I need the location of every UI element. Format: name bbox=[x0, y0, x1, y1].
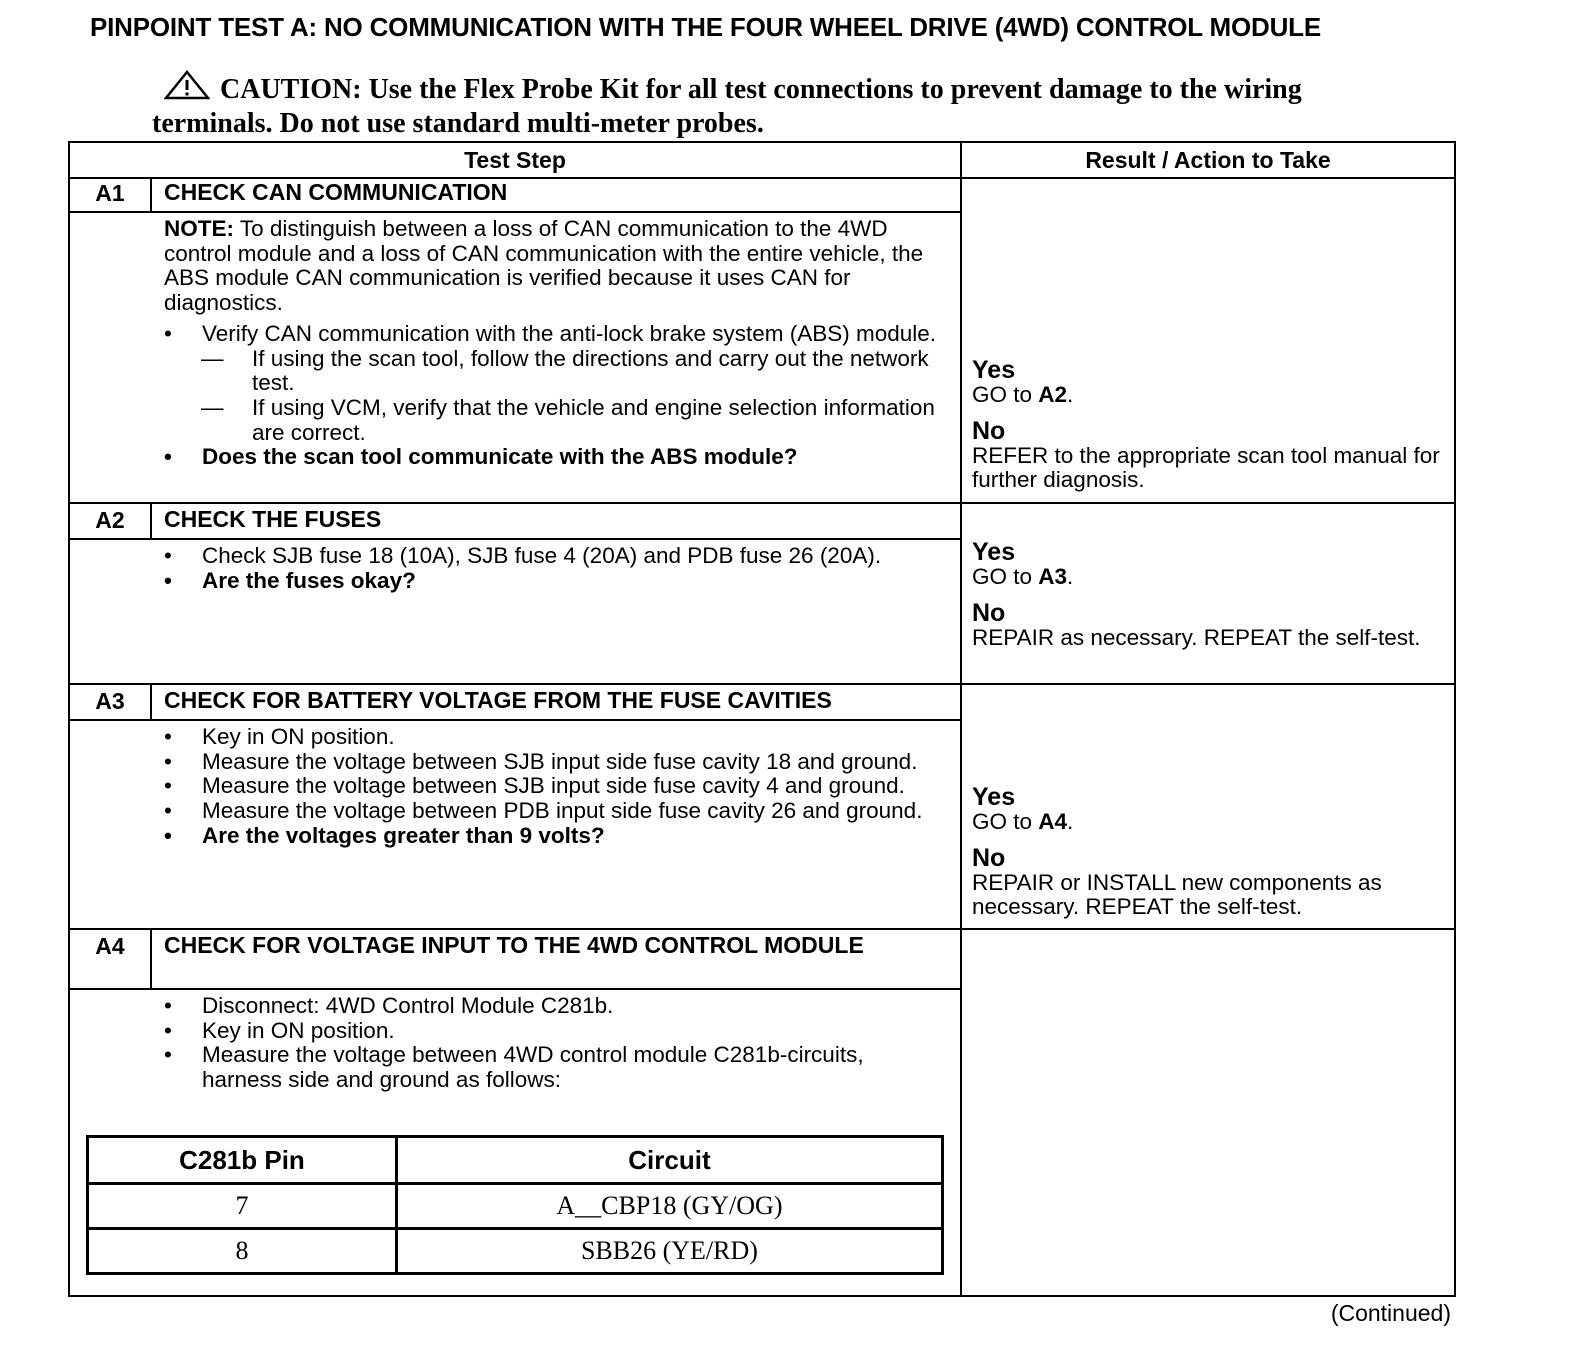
yes-ref: A3 bbox=[1038, 564, 1068, 589]
step-title: CHECK FOR BATTERY VOLTAGE FROM THE FUSE CAVITIES bbox=[164, 687, 832, 713]
question: • Does the scan tool communicate with the ABS module? bbox=[164, 445, 952, 470]
dash-item: — If using VCM, verify that the vehicle and engine selection information are correct. bbox=[201, 394, 935, 445]
yes-action: GO to A4. bbox=[972, 809, 1074, 834]
step-a3-header bbox=[70, 685, 960, 721]
pin-cell: 8 bbox=[88, 1229, 397, 1274]
step-a2 bbox=[70, 504, 960, 685]
bullet-item: • Key in ON position. bbox=[164, 725, 952, 750]
step-a1-header bbox=[70, 177, 960, 213]
dash-text: If using VCM, verify that the vehicle and engine selection information are correct. bbox=[252, 394, 935, 445]
column-divider bbox=[960, 177, 962, 1295]
step-title: CHECK CAN COMMUNICATION bbox=[164, 179, 508, 205]
bullet-item: • Verify CAN communication with the anti-lock brake system (ABS) module. bbox=[164, 322, 952, 347]
step-a3 bbox=[70, 685, 960, 930]
pinpoint-test-table bbox=[68, 141, 1456, 1297]
bullet-item: • Disconnect: 4WD Control Module C281b. bbox=[164, 994, 952, 1019]
caution-text: Use the Flex Probe Kit for all test connections to prevent damage to the wiring terminals. Do not use standard multi-meter probes. bbox=[152, 74, 1302, 139]
no-action: REPAIR or INSTALL new components as necessary. REPEAT the self-test. bbox=[972, 869, 1382, 920]
continued-label: (Continued) bbox=[1330, 1300, 1451, 1326]
header-result: Result / Action to Take bbox=[962, 143, 1454, 179]
bullet-item: • Measure the voltage between SJB input side fuse cavity 18 and ground. bbox=[164, 750, 952, 775]
bullet-item: • Measure the voltage between 4WD control module C281b-circuits, harness side and ground as follows: bbox=[164, 1043, 952, 1092]
table-row bbox=[88, 1229, 943, 1274]
yes-action: GO to A2. bbox=[972, 382, 1074, 407]
yes-label: Yes bbox=[972, 783, 1016, 811]
caution-notice bbox=[152, 70, 1412, 140]
bullet-item: • Measure the voltage between SJB input side fuse cavity 4 and ground. bbox=[164, 774, 952, 799]
step-a1 bbox=[70, 177, 960, 539]
step-title: CHECK FOR VOLTAGE INPUT TO THE 4WD CONTROL MODULE bbox=[164, 932, 864, 958]
result-a3 bbox=[972, 784, 1444, 920]
question: • Are the voltages greater than 9 volts? bbox=[164, 824, 952, 849]
bullet-item: • Check SJB fuse 18 (10A), SJB fuse 4 (20A) and PDB fuse 26 (20A). bbox=[164, 544, 952, 569]
pin-cell: 7 bbox=[88, 1184, 397, 1229]
caution-label: CAUTION: bbox=[220, 74, 362, 105]
page-title: PINPOINT TEST A: NO COMMUNICATION WITH THE FOUR WHEEL DRIVE (4WD) CONTROL MODULE bbox=[90, 12, 1321, 42]
no-label: No bbox=[972, 416, 1006, 445]
result-a2 bbox=[972, 539, 1444, 650]
pin-circuit-table bbox=[86, 1135, 944, 1275]
yes-label: Yes bbox=[972, 356, 1016, 384]
dash-item: — If using the scan tool, follow the directions and carry out the network test. bbox=[201, 345, 929, 396]
yes-ref: A2 bbox=[1038, 382, 1068, 407]
yes-action: GO to A3. bbox=[972, 564, 1074, 589]
step-id: A2 bbox=[70, 504, 152, 538]
circuit-cell: A__CBP18 (GY/OG) bbox=[396, 1184, 942, 1229]
step-a4-header bbox=[70, 930, 960, 990]
yes-label: Yes bbox=[972, 538, 1016, 566]
header-test-step: Test Step bbox=[70, 143, 962, 179]
step-a4-body bbox=[164, 994, 952, 1093]
step-a2-body bbox=[164, 544, 952, 593]
bullet-item: • Measure the voltage between PDB input side fuse cavity 26 and ground. bbox=[164, 799, 952, 824]
step-id: A1 bbox=[70, 177, 152, 211]
step-id: A4 bbox=[70, 930, 152, 988]
note bbox=[164, 217, 952, 316]
yes-ref: A4 bbox=[1038, 809, 1068, 834]
step-id: A3 bbox=[70, 685, 152, 719]
warning-triangle-icon bbox=[164, 70, 210, 108]
step-a1-body bbox=[164, 217, 952, 470]
note-text: To distinguish between a loss of CAN communication to the 4WD control module and a loss of CAN communication with the entire vehicle, the ABS module CAN communication is verified because it uses CAN for diagnostics. bbox=[164, 216, 924, 316]
column-header-pin: C281b Pin bbox=[88, 1137, 397, 1184]
note-label: NOTE: bbox=[164, 216, 234, 241]
no-label: No bbox=[972, 598, 1006, 627]
no-action: REPAIR as necessary. REPEAT the self-test. bbox=[972, 624, 1421, 650]
column-header-circuit: Circuit bbox=[396, 1137, 942, 1184]
no-label: No bbox=[972, 843, 1006, 872]
step-title: CHECK THE FUSES bbox=[164, 506, 382, 532]
no-action: REFER to the appropriate scan tool manual for further diagnosis. bbox=[972, 442, 1440, 493]
circuit-cell: SBB26 (YE/RD) bbox=[396, 1229, 942, 1274]
question: • Are the fuses okay? bbox=[164, 569, 952, 594]
table-row bbox=[88, 1184, 943, 1229]
bullet-item: • Key in ON position. bbox=[164, 1019, 952, 1044]
result-a1 bbox=[972, 357, 1444, 493]
dash-text: If using the scan tool, follow the directions and carry out the network test. bbox=[252, 345, 929, 396]
pin-table-header bbox=[88, 1137, 943, 1184]
step-a3-body bbox=[164, 725, 952, 849]
step-a2-header bbox=[70, 504, 960, 540]
